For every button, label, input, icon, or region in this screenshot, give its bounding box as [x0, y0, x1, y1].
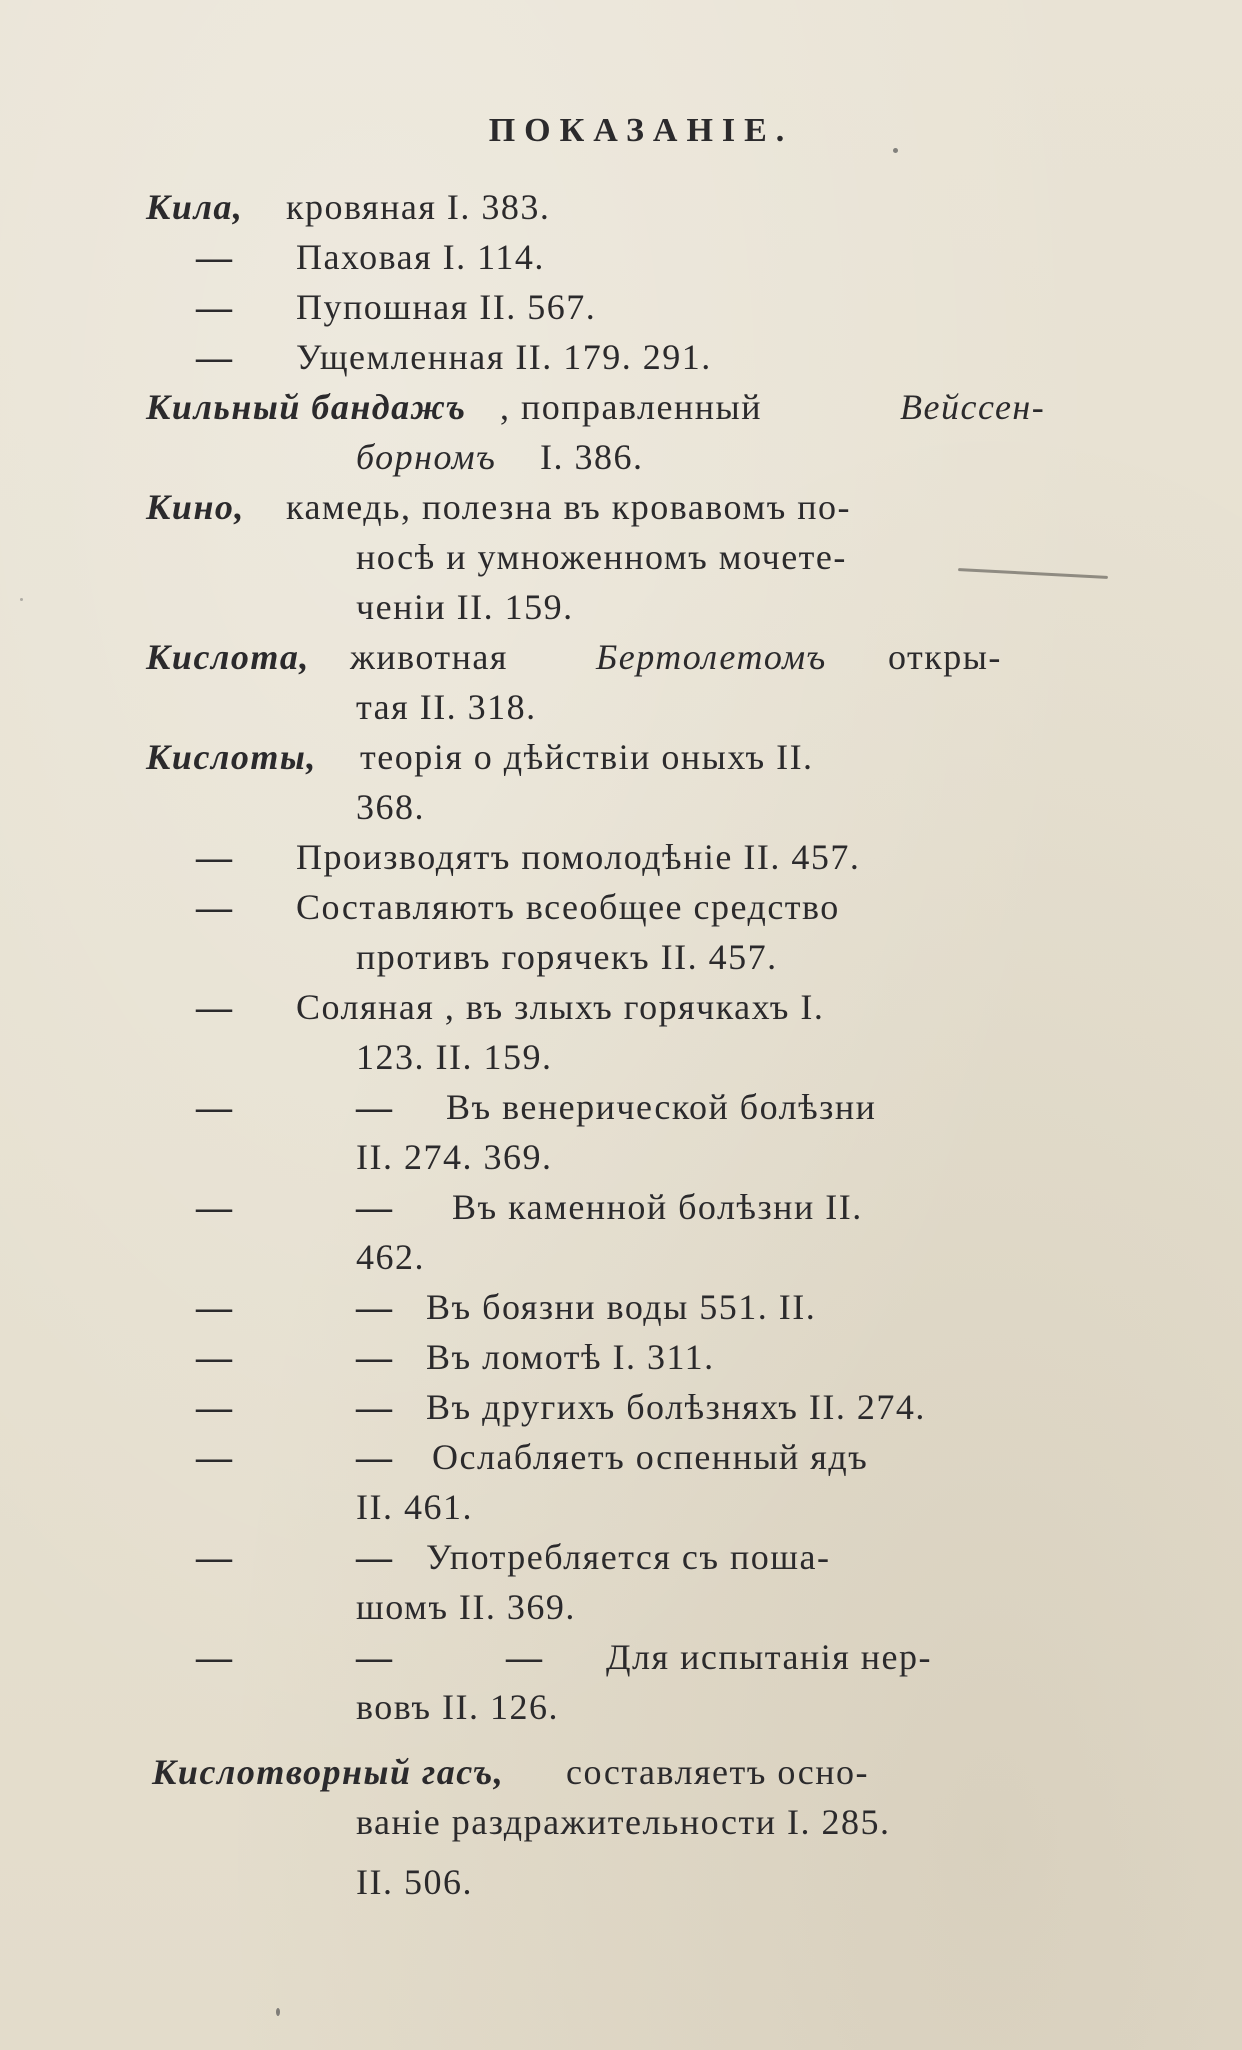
entry-text: Въ венерической болѣзни — [446, 1087, 877, 1127]
index-subentry — [0, 332, 1242, 382]
index-continuation — [0, 1797, 1242, 1847]
entry-text: Въ каменной болѣзни II. — [452, 1187, 863, 1227]
index-entry — [0, 732, 1242, 782]
entry-italic: Бертолетомъ — [596, 637, 827, 677]
index-subentry — [0, 982, 1242, 1032]
entry-dash: — — [196, 1387, 234, 1427]
entry-term: Кислоты, — [146, 737, 317, 777]
entry-text: , поправленный — [500, 387, 762, 427]
ink-speck — [893, 148, 898, 153]
entry-dash: — — [356, 1287, 394, 1327]
index-subentry — [0, 882, 1242, 932]
entry-dash: — — [196, 1087, 234, 1127]
entry-dash: — — [356, 1437, 394, 1477]
entry-dash: — — [196, 1637, 234, 1677]
index-entry — [0, 182, 1242, 232]
index-subentry — [0, 282, 1242, 332]
entry-text: II. 274. 369. — [356, 1137, 553, 1177]
entry-text: Въ ломотѣ I. 311. — [426, 1337, 715, 1377]
entry-dash: — — [196, 1537, 234, 1577]
index-subentry — [0, 1632, 1242, 1682]
entry-dash: — — [196, 337, 234, 377]
entry-text: ченіи II. 159. — [356, 587, 574, 627]
entry-text: тая II. 318. — [356, 687, 537, 727]
index-continuation — [0, 682, 1242, 732]
entry-text: 368. — [356, 787, 425, 827]
entry-dash: — — [196, 1287, 234, 1327]
index-subentry — [0, 232, 1242, 282]
entry-dash: — — [356, 1637, 394, 1677]
entry-text: Паховая I. 114. — [296, 237, 545, 277]
entry-dash: — — [356, 1337, 394, 1377]
entry-dash: — — [356, 1537, 394, 1577]
entry-dash: — — [196, 837, 234, 877]
entry-text: II. 461. — [356, 1487, 473, 1527]
entry-dash: — — [356, 1187, 394, 1227]
entry-text: I. 386. — [540, 437, 644, 477]
index-continuation — [0, 1682, 1242, 1732]
index-subentry — [0, 1532, 1242, 1582]
entry-text: теорія о дѣйствіи оныхъ II. — [360, 737, 814, 777]
entry-dash: — — [356, 1387, 394, 1427]
index-continuation — [0, 432, 1242, 482]
entry-text: Пупошная II. 567. — [296, 287, 597, 327]
entry-dash: — — [196, 887, 234, 927]
entry-text: шомъ II. 369. — [356, 1587, 576, 1627]
entry-text: противъ горячекъ II. 457. — [356, 937, 778, 977]
entry-dash: — — [196, 1337, 234, 1377]
entry-text: Производятъ помолодѣніе II. 457. — [296, 837, 861, 877]
index-subentry — [0, 1182, 1242, 1232]
entry-text: кровяная I. 383. — [286, 187, 551, 227]
index-continuation — [0, 1482, 1242, 1532]
entry-text: Ущемленная II. 179. 291. — [296, 337, 712, 377]
entry-text: откры- — [888, 637, 1002, 677]
page-heading: ПОКАЗАНІЕ. — [488, 112, 794, 149]
entry-text: Употребляется съ поша- — [426, 1537, 831, 1577]
entry-text: Соляная , въ злыхъ горячкахъ I. — [296, 987, 825, 1027]
index-entry — [0, 382, 1242, 432]
index-subentry — [0, 1282, 1242, 1332]
entry-text: ваніе раздражительности I. 285. — [356, 1802, 891, 1842]
entry-dash: — — [196, 287, 234, 327]
index-entry — [0, 482, 1242, 532]
entry-dash: — — [196, 237, 234, 277]
index-subentry — [0, 1432, 1242, 1482]
entry-italic: Вейссен- — [900, 387, 1046, 427]
entry-dash: — — [196, 987, 234, 1027]
entry-text: Ослабляетъ оспенный ядъ — [432, 1437, 869, 1477]
entry-text: 462. — [356, 1237, 425, 1277]
index-subentry — [0, 1382, 1242, 1432]
ink-speck — [276, 2008, 280, 2016]
entry-term: Кислота, — [146, 637, 310, 677]
index-continuation — [0, 1232, 1242, 1282]
index-entry — [0, 1747, 1242, 1797]
entry-text: животная — [350, 637, 508, 677]
index-continuation — [0, 1857, 1242, 1907]
entry-text: II. 506. — [356, 1862, 473, 1902]
index-subentry — [0, 1332, 1242, 1382]
entry-dash: — — [356, 1087, 394, 1127]
entry-italic: борномъ — [356, 437, 497, 477]
entry-text: Въ другихъ болѣзняхъ II. 274. — [426, 1387, 926, 1427]
entry-term: Кильный бандажъ — [146, 387, 467, 427]
entry-term: Кила, — [146, 187, 244, 227]
entry-text: 123. II. 159. — [356, 1037, 553, 1077]
index-continuation — [0, 782, 1242, 832]
entry-text: камедь, полезна въ кровавомъ по- — [286, 487, 852, 527]
entry-dash: — — [196, 1437, 234, 1477]
index-entry — [0, 632, 1242, 682]
entry-text: Въ боязни воды 551. II. — [426, 1287, 817, 1327]
ink-speck — [20, 598, 23, 601]
entry-dash: — — [506, 1637, 544, 1677]
entry-text: Для испытанія нер- — [606, 1637, 932, 1677]
entry-dash: — — [196, 1187, 234, 1227]
entry-term: Кислотворный гасъ, — [152, 1752, 505, 1792]
index-subentry — [0, 1082, 1242, 1132]
entry-text: Составляютъ всеобщее средство — [296, 887, 840, 927]
entry-text: носѣ и умноженномъ мочете- — [356, 537, 847, 577]
index-continuation — [0, 1032, 1242, 1082]
index-continuation — [0, 582, 1242, 632]
index-subentry — [0, 832, 1242, 882]
entry-text: вовъ II. 126. — [356, 1687, 559, 1727]
entry-text: составляетъ осно- — [566, 1752, 870, 1792]
entry-term: Кино, — [146, 487, 245, 527]
index-continuation — [0, 932, 1242, 982]
index-continuation — [0, 1132, 1242, 1182]
index-continuation — [0, 1582, 1242, 1632]
